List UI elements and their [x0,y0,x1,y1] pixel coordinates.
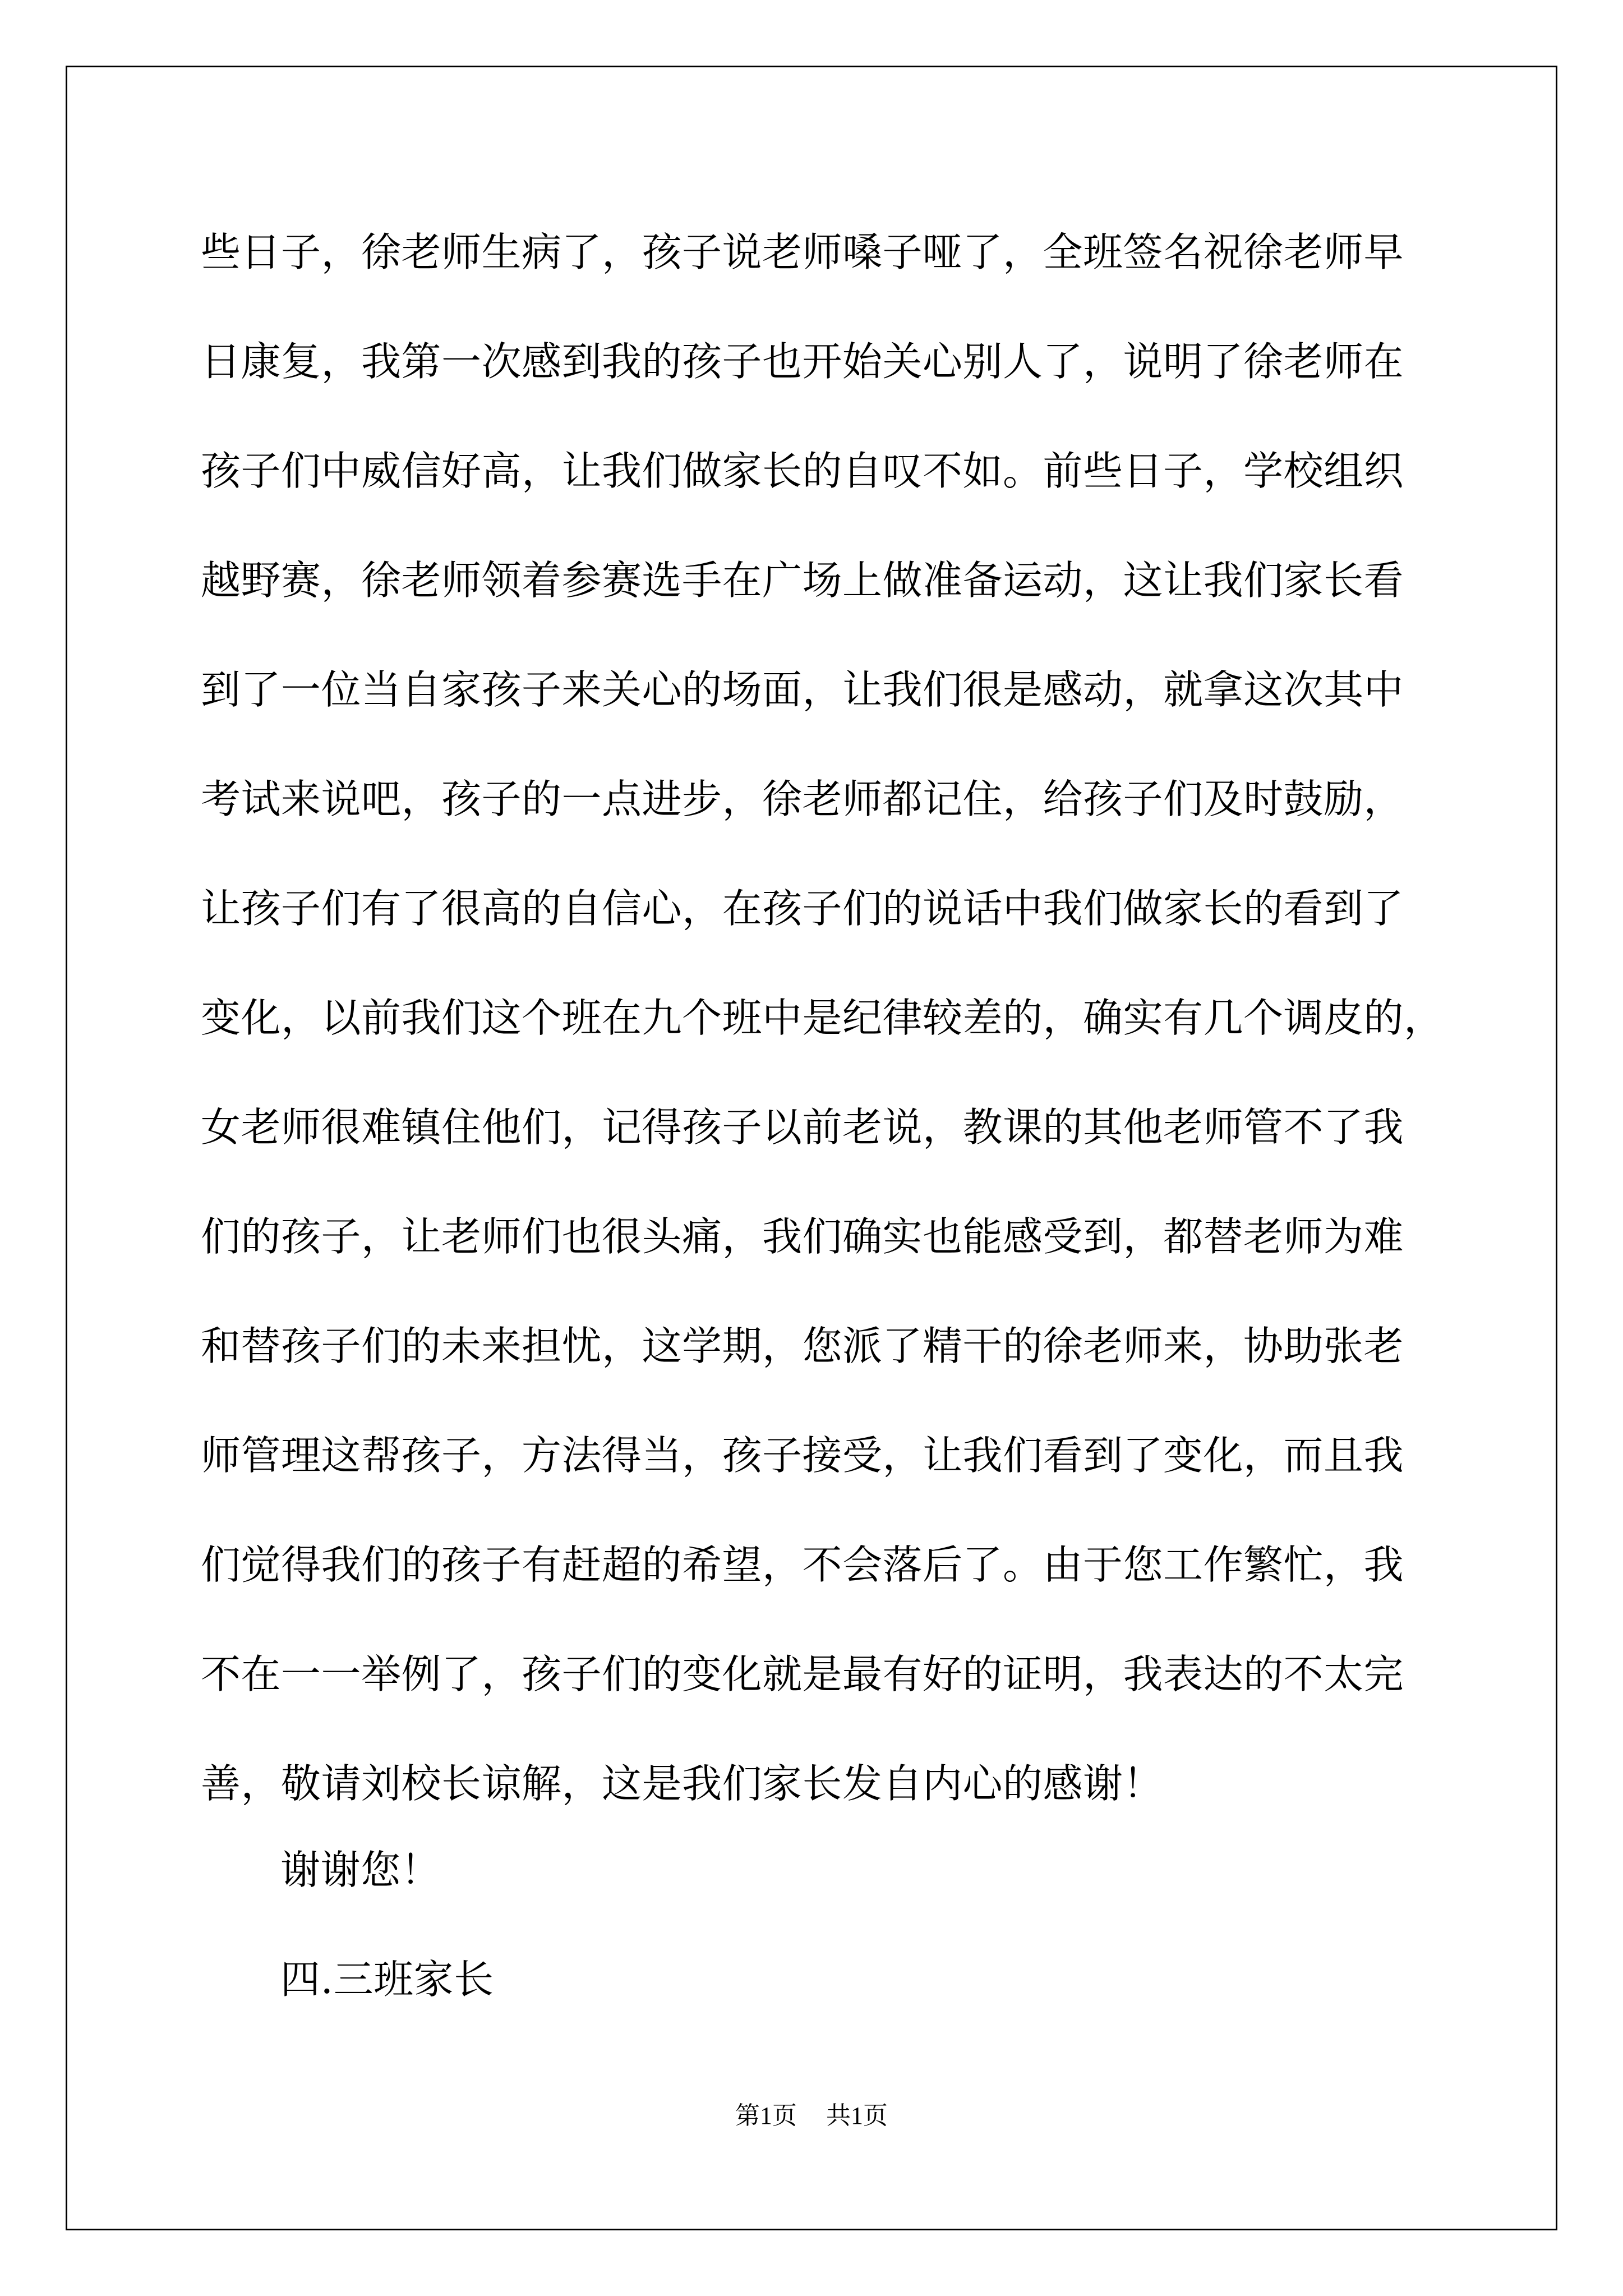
body-line: 们觉得我们的孩子有赶超的希望，不会落后了。由于您工作繁忙，我 [201,1542,1404,1588]
page-total: 共1页 [826,2102,888,2129]
closing-thanks: 谢谢您！ [280,1847,441,1893]
body-line: 日康复，我第一次感到我的孩子也开始关心别人了，说明了徐老师在 [201,338,1404,385]
body-line: 让孩子们有了很高的自信心，在孩子们的说话中我们做家长的看到了 [201,885,1404,932]
body-line: 越野赛，徐老师领着参赛选手在广场上做准备运动，这让我们家长看 [201,557,1404,604]
signature: 四.三班家长 [280,1956,494,2003]
body-line: 善，敬请刘校长谅解，这是我们家长发自内心的感谢！ [201,1760,1164,1807]
letter-body [201,197,1446,1838]
body-line: 孩子们中威信好高，让我们做家长的自叹不如。前些日子，学校组织 [201,448,1404,494]
body-line: 不在一一举例了，孩子们的变化就是最有好的证明，我表达的不太完 [201,1651,1404,1697]
body-line: 变化，以前我们这个班在九个班中是纪律较差的，确实有几个调皮的， [201,995,1444,1041]
body-line: 女老师很难镇住他们，记得孩子以前老说，教课的其他老师管不了我 [201,1104,1404,1151]
body-line: 们的孩子，让老师们也很头痛，我们确实也能感受到，都替老师为难 [201,1213,1404,1260]
body-line: 和替孩子们的未来担忧，这学期，您派了精干的徐老师来，协助张老 [201,1323,1404,1369]
body-line: 考试来说吧，孩子的一点进步，徐老师都记住，给孩子们及时鼓励， [201,776,1404,822]
body-line: 师管理这帮孩子，方法得当，孩子接受，让我们看到了变化，而且我 [201,1432,1404,1479]
page-footer [0,2099,1623,2133]
body-line: 些日子，徐老师生病了，孩子说老师嗓子哑了，全班签名祝徐老师早 [201,229,1404,275]
body-line: 到了一位当自家孩子来关心的场面，让我们很是感动，就拿这次其中 [201,666,1404,713]
page-number: 第1页 [735,2102,797,2129]
